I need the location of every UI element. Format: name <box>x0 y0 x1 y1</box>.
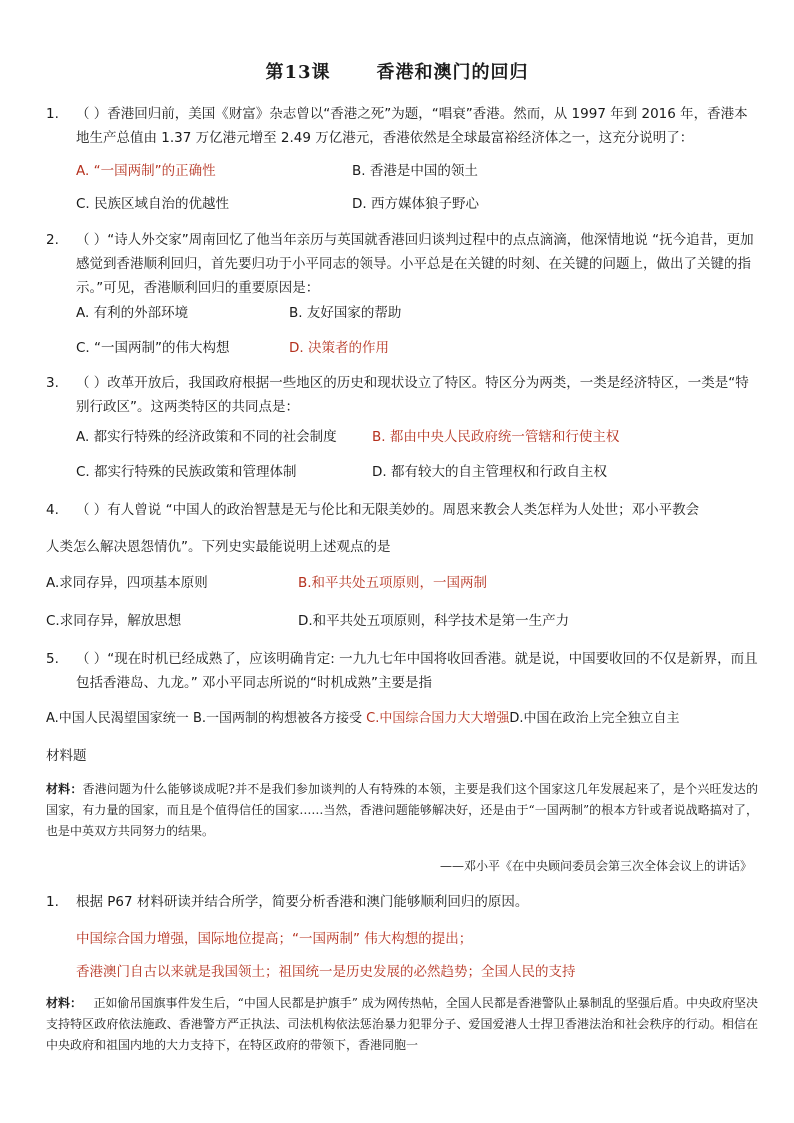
option-c: C.求同存异，解放思想 <box>46 613 182 629</box>
question-stem: （ ）改革开放后，我国政府根据一些地区的历史和现状设立了特区。特区分为两类，一类是经济特区，一类是“特别行政区”。这两类特区的共同点是： <box>76 375 749 415</box>
option-b: B. 友好国家的帮助 <box>289 305 402 321</box>
option-b: B. 都由中央人民政府统一管辖和行使主权 <box>372 429 620 445</box>
material-text: 香港问题为什么能够谈成呢?并不是我们参加谈判的人有特殊的本领，主要是我们这个国家这几年发展起来了，是个兴旺发达的国家，有力量的国家，而且是个值得信任的国家……当然，香港问题能够解决好，还是由于“一国两制”的根本方针或者说战略搞对了，也是中英双方共同努力的结果。 <box>46 782 758 838</box>
option-d: D. 西方媒体狼子野心 <box>352 196 479 212</box>
question-stem: 根据 P67 材料研读并结合所学，简要分析香港和澳门能够顺利回归的原因。 <box>76 894 529 910</box>
option-d: D.和平共处五项原则，科学技术是第一生产力 <box>298 613 570 629</box>
option-c: C.中国综合国力大大增强 <box>362 711 510 726</box>
q5-options-line <box>46 709 680 729</box>
option-b: B.一国两制的构想被各方接受 <box>188 711 362 726</box>
question-stem: （ ）“现在时机已经成熟了，应该明确肯定: 一九九七年中国将收回香港。就是说，中国要收回的不仅是新界，而且包括香港岛、九龙。” 邓小平同志所说的“时机成熟”主要是指 <box>76 651 758 691</box>
material-text: 正如偷吊国旗事件发生后，“中国人民都是护旗手” 成为网传热帖，全国人民都是香港警队止暴制乱的坚强后盾。中央政府坚决支持特区政府依法施政、香港警方严正执法、司法机构依法惩治暴力犯罪分子、爱国爱港人士捍卫香港法治和社会秩序的行动。相信在中央政府和祖国内地的大力支持下，在特区政府的带领下，香港同胞一 <box>46 996 758 1052</box>
material-label: 材料： <box>46 782 83 796</box>
option-d: D. 决策者的作用 <box>289 340 389 356</box>
section-heading: 材料题 <box>46 748 87 764</box>
lesson-name: 香港和澳门的回归 <box>376 62 529 83</box>
lesson-number: 第13课 <box>265 62 331 83</box>
question-number: 1. <box>46 106 59 122</box>
material-label: 材料： <box>46 996 83 1010</box>
question-number: 3. <box>46 375 59 391</box>
question-number: 1. <box>46 894 59 910</box>
question-number: 5. <box>46 651 59 667</box>
option-a: A. “一国两制”的正确性 <box>76 163 216 179</box>
material-1 <box>46 779 758 842</box>
question-number: 4. <box>46 502 59 518</box>
question-number: 2. <box>46 232 59 248</box>
answer-line-1: 中国综合国力增强，国际地位提高；“一国两制” 伟大构想的提出； <box>76 931 473 947</box>
option-d: D. 都有较大的自主管理权和行政自主权 <box>372 464 607 480</box>
question-stem: （ ）香港回归前，美国《财富》杂志曾以“香港之死”为题，“唱衰”香港。然而，从 1997 年到 2016 年，香港本地生产总值由 1.37 万亿港元增至 2.49 万亿港元，香港依然是全球最富裕经济体之一，这充分说明了： <box>76 106 748 146</box>
option-c: C. “一国两制”的伟大构想 <box>76 340 230 356</box>
question-3 <box>46 371 758 419</box>
question-stem: （ ）“诗人外交家”周南回忆了他当年亲历与英国就香港回归谈判过程中的点点滴滴，他深情地说 “抚今追昔，更加感觉到香港顺利回归，首先要归功于小平同志的领导。小平总是在关键的时刻、在关键的问题上，做出了关键的指示。”可见，香港顺利回归的重要原因是： <box>76 232 754 296</box>
material-2 <box>46 993 758 1059</box>
question-2 <box>46 228 758 300</box>
option-d: D.中国在政治上完全独立自主 <box>509 711 680 726</box>
material-source: ——邓小平《在中央顾问委员会第三次全体会议上的讲话》 <box>439 859 752 873</box>
option-c: C. 都实行特殊的民族政策和管理体制 <box>76 464 297 480</box>
question-1 <box>46 102 758 152</box>
question-4 <box>46 498 758 522</box>
question-stem-line-1: （ ）有人曾说 “中国人的政治智慧是无与伦比和无限美妙的。周恩来教会人类怎样为人处世；邓小平教会 <box>76 502 700 518</box>
option-c: C. 民族区域自治的优越性 <box>76 196 230 212</box>
option-b: B. 香港是中国的领土 <box>352 163 478 179</box>
option-a: A. 有利的外部环境 <box>76 305 189 321</box>
page-title <box>0 58 794 84</box>
option-b: B.和平共处五项原则，一国两制 <box>298 575 488 591</box>
question-5 <box>46 647 758 695</box>
option-a: A.中国人民渴望国家统一 <box>46 711 189 726</box>
option-a: A. 都实行特殊的经济政策和不同的社会制度 <box>76 429 337 445</box>
answer-line-2: 香港澳门自古以来就是我国领土；祖国统一是历史发展的必然趋势；全国人民的支持 <box>76 964 576 980</box>
question-stem-line-2: 人类怎么解决恩怨情仇”。下列史实最能说明上述观点的是 <box>46 539 391 555</box>
material-question-1 <box>46 890 758 914</box>
option-a: A.求同存异，四项基本原则 <box>46 575 208 591</box>
